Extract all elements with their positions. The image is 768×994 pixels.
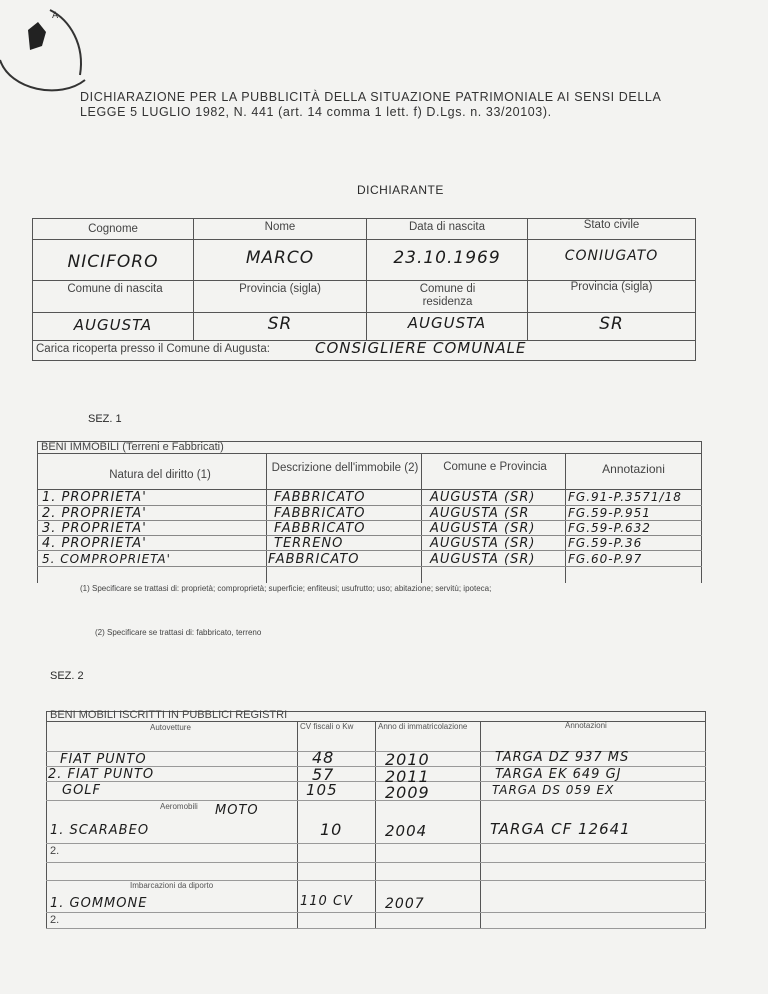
comune-nascita-value: AUGUSTA	[73, 316, 153, 334]
auto-row2-name: 2. FIAT PUNTO	[48, 767, 155, 782]
aero-row1-anno: 2004	[385, 822, 428, 840]
aero-row2-name: 2.	[50, 845, 60, 857]
auto-row3-anno: 2009	[385, 783, 430, 802]
sez1-row3-descrizione: FABBRICATO	[274, 521, 366, 536]
sez1-row3-natura: 3. PROPRIETA'	[42, 521, 147, 536]
provincia-nascita-value: SR	[267, 314, 293, 334]
sez1-label: SEZ. 1	[88, 413, 122, 425]
provincia-residenza-label: Provincia (sigla)	[570, 281, 653, 293]
auto-row3-name: GOLF	[62, 783, 102, 798]
autovetture-header: Autovetture	[150, 723, 191, 732]
sez1-row4-descrizione: TERRENO	[274, 536, 344, 551]
stato-civile-label: Stato civile	[583, 219, 640, 231]
sez1-row2-natura: 2. PROPRIETA'	[42, 506, 147, 521]
sez1-row1-descrizione: FABBRICATO	[274, 490, 366, 505]
provincia-residenza-value: SR	[599, 314, 624, 334]
aero-row1-cv: 10	[320, 820, 343, 839]
imb-row2-name: 2.	[50, 914, 60, 926]
auto-row2-anno: 2011	[385, 767, 430, 786]
sez1-row1-annotazioni: FG.91-P.3571/18	[568, 490, 682, 504]
sez1-row4-comune: AUGUSTA (SR)	[430, 536, 536, 551]
provincia-nascita-label: Provincia (sigla)	[239, 283, 321, 295]
dichiarante-heading: DICHIARANTE	[357, 183, 444, 197]
sez1-row3-comune: AUGUSTA (SR)	[430, 521, 536, 536]
annotazioni-header: Annotazioni	[602, 462, 665, 476]
sez1-footnote-2: (2) Specificare se trattasi di: fabbricato, terreno	[95, 628, 262, 637]
natura-header: Natura del diritto (1)	[109, 469, 211, 481]
sez1-row2-comune: AUGUSTA (SR	[430, 506, 530, 521]
auto-row3-annotazioni: TARGA DS 059 EX	[492, 783, 615, 797]
carica-label: Carica ricoperta presso il Comune di Augusta:	[36, 343, 270, 355]
aeromobili-hand-note: MOTO	[215, 803, 259, 818]
auto-row1-cv: 48	[312, 748, 335, 767]
auto-row3-cv: 105	[306, 781, 338, 799]
declaration-heading: DICHIARAZIONE PER LA PUBBLICITÀ DELLA SITUAZIONE PATRIMONIALE AI SENSI DELLA LEGGE 5 LUGLIO 1982, N. 441 (art. 14 comma 1 lett. f) D.Lgs. n. 33/20103).	[80, 90, 661, 119]
svg-text:A: A	[52, 11, 59, 21]
aeromobili-label: Aeromobili	[160, 802, 198, 811]
sez1-footnote-1: (1) Specificare se trattasi di: proprietà; comproprietà; superficie; enfiteusi; usufrutto; uso; abitazione; servitù; ipoteca;	[80, 584, 492, 593]
sez1-row5-annotazioni: FG.60-P.97	[568, 552, 643, 566]
aero-row1-annotazioni: TARGA CF 12641	[490, 820, 631, 838]
sez1-row1-natura: 1. PROPRIETA'	[42, 490, 147, 505]
cv-header: CV fiscali o Kw	[300, 722, 354, 731]
sez1-row4-annotazioni: FG.59-P.36	[568, 536, 643, 550]
comune-header: Comune e Provincia	[443, 461, 547, 473]
imb-row1-anno: 2007	[385, 896, 425, 912]
sez1-row2-descrizione: FABBRICATO	[274, 506, 366, 521]
stato-civile-value: CONIUGATO	[564, 248, 659, 264]
municipal-seal-stamp	[0, 0, 90, 100]
cognome-label: Cognome	[88, 223, 138, 235]
imb-row1-cv: 110 CV	[300, 894, 353, 909]
carica-value: CONSIGLIERE COMUNALE	[315, 339, 527, 357]
sez1-row5-comune: AUGUSTA (SR)	[430, 552, 536, 567]
data-nascita-label: Data di nascita	[408, 221, 486, 233]
sez2-annotazioni-header: Annotazioni	[565, 721, 607, 730]
sez2-label: SEZ. 2	[50, 670, 84, 682]
comune-nascita-label: Comune di nascita	[67, 283, 163, 295]
sez1-row3-annotazioni: FG.59-P.632	[568, 521, 651, 535]
aero-row1-name: 1. SCARABEO	[50, 823, 150, 838]
auto-row2-cv: 57	[312, 765, 335, 784]
sez1-row5-natura: 5. COMPROPRIETA'	[42, 552, 171, 566]
cognome-value: NICIFORO	[67, 252, 159, 272]
sez1-row5-descrizione: FABBRICATO	[268, 552, 360, 567]
imbarcazioni-label: Imbarcazioni da diporto	[130, 881, 214, 890]
nome-label: Nome	[264, 221, 296, 233]
auto-row1-name: FIAT PUNTO	[60, 752, 147, 767]
anno-header: Anno di immatricolazione	[378, 722, 468, 731]
comune-residenza-label: Comune di residenza	[419, 283, 476, 308]
sez1-row2-annotazioni: FG.59-P.951	[568, 506, 651, 520]
auto-row2-annotazioni: TARGA EK 649 GJ	[495, 767, 622, 782]
comune-residenza-value: AUGUSTA	[407, 314, 487, 332]
imb-row1-name: 1. GOMMONE	[50, 896, 148, 911]
data-nascita-value: 23.10.1969	[393, 248, 501, 268]
sez1-row4-natura: 4. PROPRIETA'	[42, 536, 147, 551]
sez2-title: BENI MOBILI ISCRITTI IN PUBBLICI REGISTRI	[50, 709, 288, 721]
auto-row1-annotazioni: TARGA DZ 937 MS	[495, 750, 630, 765]
sez1-title: BENI IMMOBILI (Terreni e Fabbricati)	[41, 441, 224, 453]
nome-value: MARCO	[245, 248, 315, 268]
auto-row1-anno: 2010	[385, 750, 430, 769]
descrizione-header: Descrizione dell'immobile (2)	[271, 462, 419, 474]
sez1-row1-comune: AUGUSTA (SR)	[430, 490, 536, 505]
